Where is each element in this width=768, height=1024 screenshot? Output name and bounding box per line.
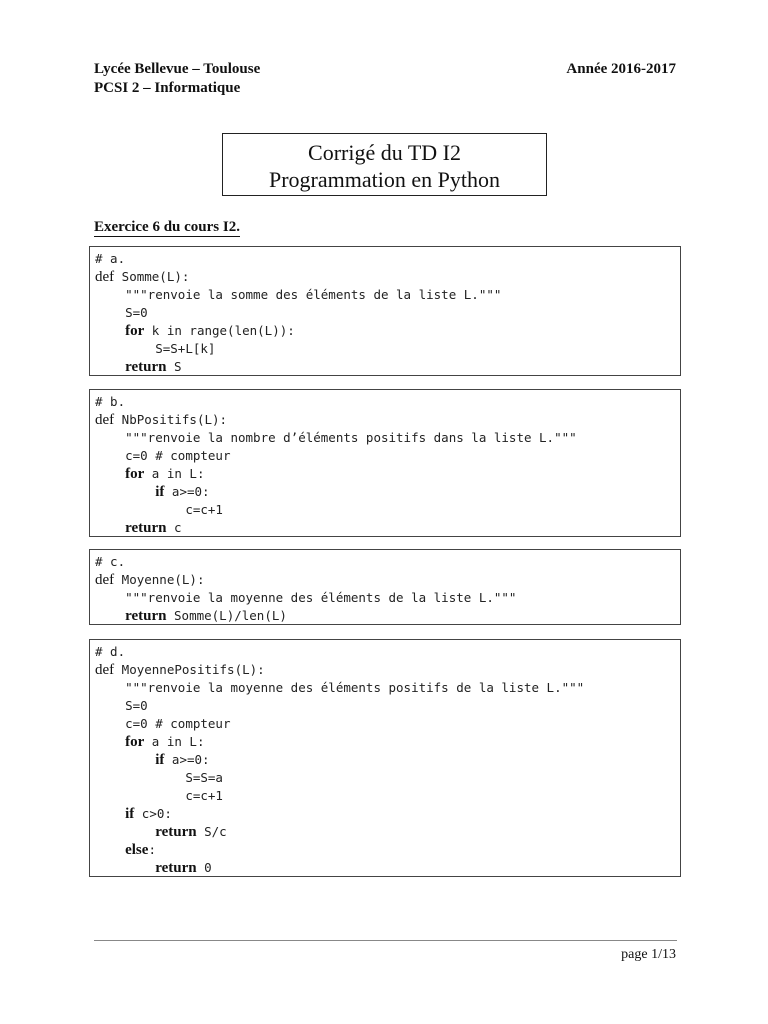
code-keyword: return (125, 359, 167, 375)
header-left (94, 60, 260, 98)
code-line (95, 286, 680, 304)
code-block (89, 389, 681, 537)
school-name: Lycée Bellevue – Toulouse (94, 61, 261, 77)
code-keyword: return (155, 824, 197, 840)
code-line (95, 643, 680, 661)
code-text: """renvoie la moyenne des éléments positifs de la liste L.""" (125, 680, 585, 695)
code-keyword: def (95, 269, 115, 285)
code-line (95, 519, 680, 537)
page-number: page 1/13 (621, 947, 676, 962)
title-line-1: Corrigé du TD I2 (308, 140, 461, 165)
code-text: """renvoie la somme des éléments de la liste L.""" (125, 287, 502, 302)
code-line (95, 553, 680, 571)
code-text: a>=0: (164, 752, 210, 767)
title-box (222, 133, 547, 196)
code-text: Moyenne(L): (114, 572, 205, 587)
code-line (95, 429, 680, 447)
footer-rule (94, 940, 677, 941)
code-text: S/c (196, 824, 227, 839)
code-line (95, 322, 680, 340)
code-line (95, 751, 680, 769)
code-text: """renvoie la moyenne des éléments de la liste L.""" (125, 590, 517, 605)
code-line (95, 268, 680, 286)
code-keyword: else (125, 842, 149, 858)
code-text: S (166, 359, 182, 374)
code-text: """renvoie la nombre d’éléments positifs dans la liste L.""" (125, 430, 577, 445)
code-line (95, 715, 680, 733)
code-text: NbPositifs(L): (114, 412, 228, 427)
code-line (95, 661, 680, 679)
code-text: S=0 (125, 305, 148, 320)
code-text: c=c+1 (185, 502, 223, 517)
code-text: a in L: (144, 466, 205, 481)
code-text: 0 (196, 860, 212, 875)
code-text: c>0: (134, 806, 172, 821)
code-text: S=0 (125, 698, 148, 713)
code-line (95, 393, 680, 411)
code-text: MoyennePositifs(L): (114, 662, 265, 677)
code-line (95, 589, 680, 607)
code-keyword: return (125, 520, 167, 536)
code-keyword: if (155, 752, 165, 768)
code-text: a in L: (144, 734, 205, 749)
code-text: Somme(L)/len(L) (166, 608, 287, 623)
code-line (95, 859, 680, 877)
code-keyword: def (95, 412, 115, 428)
code-line (95, 769, 680, 787)
code-text: c=c+1 (185, 788, 223, 803)
code-text: # c. (95, 554, 126, 569)
code-text: Somme(L): (114, 269, 190, 284)
code-block (89, 639, 681, 877)
code-keyword: for (125, 323, 145, 339)
code-block (89, 549, 681, 625)
code-keyword: return (155, 860, 197, 876)
code-line (95, 733, 680, 751)
code-keyword: def (95, 662, 115, 678)
code-line (95, 679, 680, 697)
code-text: : (148, 842, 156, 857)
code-line (95, 805, 680, 823)
code-keyword: def (95, 572, 115, 588)
school-year: Année 2016-2017 (566, 61, 676, 77)
code-keyword: if (125, 806, 135, 822)
code-line (95, 304, 680, 322)
code-line (95, 841, 680, 859)
code-line (95, 607, 680, 625)
title-line-2: Programmation en Python (269, 167, 500, 192)
exercise-heading: Exercice 6 du cours I2. (94, 219, 240, 235)
code-line (95, 250, 680, 268)
code-text: # b. (95, 394, 126, 409)
code-keyword: return (125, 608, 167, 624)
code-line (95, 340, 680, 358)
code-block (89, 246, 681, 376)
code-line (95, 697, 680, 715)
code-text: c (166, 520, 182, 535)
code-line (95, 823, 680, 841)
code-line (95, 358, 680, 376)
code-keyword: for (125, 466, 145, 482)
code-line (95, 787, 680, 805)
code-text: k in range(len(L)): (144, 323, 295, 338)
code-line (95, 501, 680, 519)
code-line (95, 465, 680, 483)
code-line (95, 447, 680, 465)
code-keyword: for (125, 734, 145, 750)
code-text: S=S=a (185, 770, 223, 785)
code-text: # d. (95, 644, 126, 659)
code-line (95, 483, 680, 501)
code-text: S=S+L[k] (155, 341, 216, 356)
code-text: c=0 # compteur (125, 448, 231, 463)
course-name: PCSI 2 – Informatique (94, 80, 241, 96)
code-keyword: if (155, 484, 165, 500)
code-line (95, 411, 680, 429)
code-line (95, 571, 680, 589)
code-text: c=0 # compteur (125, 716, 231, 731)
code-text: a>=0: (164, 484, 210, 499)
code-text: # a. (95, 251, 126, 266)
